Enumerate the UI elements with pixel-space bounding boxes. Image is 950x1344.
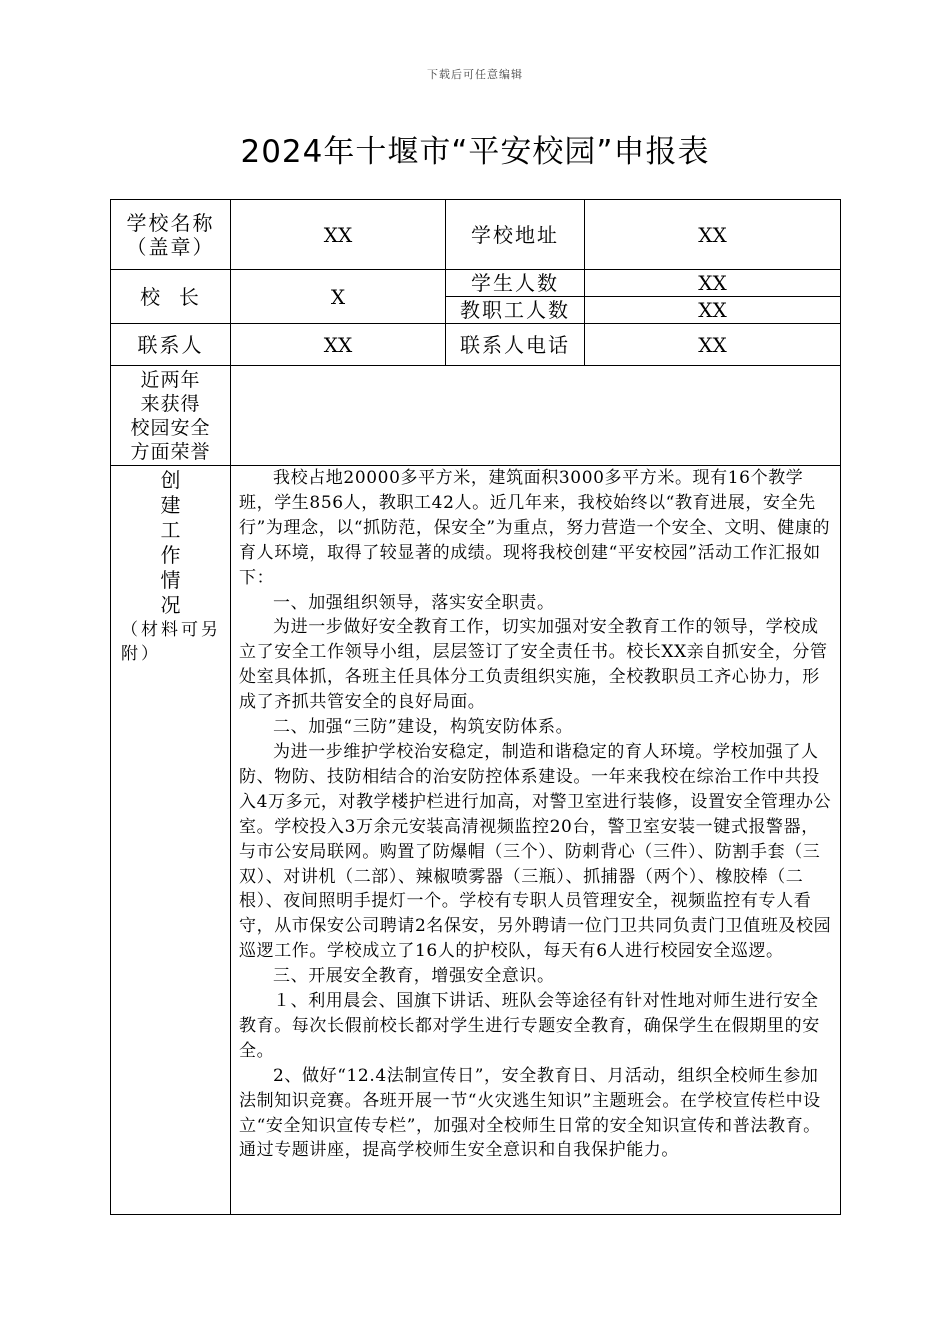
row-honors: [111, 366, 841, 466]
school-address-label: 学校地址: [446, 200, 585, 270]
honors-label: [111, 366, 231, 466]
work-paragraph: 三、开展安全教育，增强安全意识。: [273, 966, 555, 987]
honors-value[interactable]: [231, 366, 841, 466]
honors-label-line: 校园安全: [130, 416, 211, 439]
work-label-char: 情: [160, 568, 181, 592]
principal-label: 校 长: [111, 270, 231, 324]
work-paragraph: 为进一步维护学校治安稳定，制造和谐稳定的育人环境。学校加强了人防、物防、技防相结合的治安防控体系建设。一年来我校在综治工作中共投入4万多元，对教学楼护栏进行加高，对警卫室进行装修，设置安全管理办公室。学校投入3万余元安装高清视频监控20台，警卫室安装一键式报警器，与市公安局联网。购置了防爆帽（三个）、防刺背心（三件）、防割手套（三双）、对讲机（二部）、辣椒喷雾器（三瓶）、抓捕器（两个）、橡胶棒（二根）、夜间照明手提灯一个。学校有专职人员管理安全，视频监控有专人看守，从市保安公司聘请2名保安，另外聘请一位门卫共同负责门卫值班及校园巡逻工作。学校成立了16人的护校队，每天有6人进行校园安全巡逻。: [239, 741, 832, 962]
row-contact: [111, 324, 841, 366]
contact-phone-label: 联系人电话: [446, 324, 585, 366]
school-name-label-line2: （盖章）: [126, 234, 215, 259]
principal-value[interactable]: X: [231, 270, 446, 324]
row-principal-students: [111, 270, 841, 297]
work-paragraph: 一、加强组织领导，落实安全职责。: [273, 592, 555, 613]
contact-phone-value[interactable]: XX: [585, 324, 841, 366]
header-note: 下载后可任意编辑: [427, 68, 523, 81]
work-label-char: 工: [160, 518, 181, 542]
staff-label: 教职工人数: [446, 297, 585, 324]
work-paragraph: １、利用晨会、国旗下讲话、班队会等途径有针对性地对师生进行安全教育。每次长假前校长都对学生进行专题安全教育，确保学生在假期里的安全。: [239, 991, 820, 1061]
contact-label: 联系人: [111, 324, 231, 366]
school-name-label-line1: 学校名称: [126, 210, 215, 235]
work-label-char: 建: [160, 493, 181, 517]
school-name-value[interactable]: XX: [231, 200, 446, 270]
contact-value[interactable]: XX: [231, 324, 446, 366]
school-address-value[interactable]: XX: [585, 200, 841, 270]
document-title: 2024年十堰市“平安校园”申报表: [240, 134, 710, 170]
work-paragraph: 为进一步做好安全教育工作，切实加强对安全教育工作的领导，学校成立了安全工作领导小组，层层签订了安全责任书。校长XX亲自抓安全，分管处室具体抓，各班主任具体分工负责组织实施，全校教职员工齐心协力，形成了齐抓共管安全的良好局面。: [239, 617, 828, 713]
work-label-char: 况: [160, 593, 181, 617]
honors-label-line: 近两年: [140, 368, 201, 391]
honors-label-line: 方面荣誉: [130, 440, 211, 463]
application-form-table: [110, 199, 841, 1215]
honors-label-line: 来获得: [140, 392, 201, 415]
work-content[interactable]: [231, 466, 841, 1215]
students-label: 学生人数: [446, 270, 585, 297]
school-name-label: [111, 200, 231, 270]
row-work: [111, 466, 841, 1215]
work-paragraph: 二、加强“三防”建设，构筑安防体系。: [273, 717, 574, 738]
row-school-name: [111, 200, 841, 270]
work-label: [111, 466, 231, 1215]
work-paragraph: 我校占地20000多平方米，建筑面积3000多平方米。现有16个教学班，学生856人，教职工42人。近几年来，我校始终以“教育进展，安全先行”为理念，以“抓防范，保安全”为重点，努力营造一个安全、文明、健康的育人环境，取得了较显著的成绩。现将我校创建“平安校园”活动工作汇报如下：: [239, 468, 831, 588]
work-label-char: 作: [160, 543, 181, 567]
students-value[interactable]: XX: [585, 270, 841, 297]
work-label-char: 创: [160, 468, 181, 492]
staff-value[interactable]: XX: [585, 297, 841, 324]
work-label-note: （材料可另附）: [121, 620, 221, 664]
work-paragraph: 2、做好“12.4法制宣传日”，安全教育日、月活动，组织全校师生参加法制知识竞赛。各班开展一节“火灾逃生知识”主题班会。在学校宣传栏中设立“安全知识宣传专栏”，加强对全校师生日常的安全知识宣传和普法教育。通过专题讲座，提高学校师生安全意识和自我保护能力。: [239, 1065, 821, 1161]
